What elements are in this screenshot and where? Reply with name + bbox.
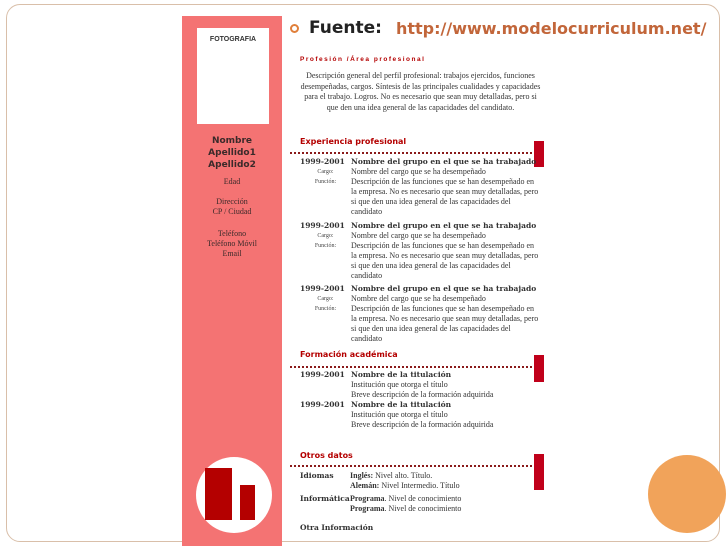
surname-2: Apellido2 <box>208 160 256 170</box>
program-label: Programa <box>350 504 385 513</box>
entry-date: 1999-2001 <box>300 284 345 293</box>
source-link[interactable]: http://www.modelocurriculum.net/ <box>395 18 707 38</box>
bullet-icon <box>290 24 299 33</box>
entry-cargo: Nombre del cargo que se ha desempeñado <box>351 231 486 240</box>
entry-cargo: Nombre del cargo que se ha desempeñado <box>351 167 486 176</box>
photo-label: FOTOGRAFIA <box>209 36 257 43</box>
cargo-label: Cargo: <box>317 296 334 302</box>
program-label: Programa <box>350 494 385 503</box>
entry-group: Nombre del grupo en el que se ha trabajado <box>351 221 537 230</box>
german-label: Alemán: <box>350 481 380 490</box>
divider <box>290 152 532 154</box>
divider <box>290 366 532 368</box>
experience-entry <box>300 221 540 281</box>
institution: Institución que otorga el título <box>351 380 448 389</box>
divider <box>290 465 532 467</box>
address-block <box>182 197 282 217</box>
entry-date: 1999-2001 <box>300 221 345 230</box>
computing-block <box>300 494 540 514</box>
source-line <box>290 18 706 38</box>
source-label: Fuente: <box>309 18 382 38</box>
surname-1: Apellido1 <box>208 148 256 158</box>
other-info-label: Otra Información <box>300 523 374 532</box>
experience-title: Experiencia profesional <box>300 137 407 146</box>
entry-funcion: Descripción de las funciones que se han desempeñado en la empresa. No es necesario que sean muy detalladas, pero si que den una idea general de las capacidades del candidato <box>351 304 539 343</box>
funcion-label: Función: <box>314 306 337 312</box>
profession-title: Profesión /Área profesional <box>300 56 426 63</box>
entry-date: 1999-2001 <box>300 400 345 409</box>
experience-entry <box>300 284 540 344</box>
entry-date: 1999-2001 <box>300 370 345 379</box>
decorative-circle <box>648 455 726 533</box>
degree-description: Breve descripción de la formación adquirida <box>351 390 494 399</box>
mobile-phone: Teléfono Móvil <box>207 239 257 248</box>
funcion-label: Función: <box>314 243 337 249</box>
program-level: . Nivel de conocimiento <box>384 504 462 513</box>
funcion-label: Función: <box>314 179 337 185</box>
phone: Teléfono <box>217 229 247 238</box>
contact-block <box>182 229 282 259</box>
education-title: Formación académica <box>300 350 398 359</box>
first-name: Nombre <box>211 136 253 146</box>
logo-bar-left <box>205 468 232 520</box>
entry-funcion: Descripción de las funciones que se han desempeñado en la empresa. No es necesario que sean muy detalladas, pero si que den una idea general de las capacidades del candidato <box>351 241 539 280</box>
photo-placeholder <box>197 28 269 124</box>
entry-group: Nombre del grupo en el que se ha trabajado <box>351 284 537 293</box>
english-level: Nivel alto. Título. <box>375 471 433 480</box>
address: Dirección <box>216 197 248 206</box>
german-level: Nivel Intermedio. Título <box>381 481 460 490</box>
experience-entry <box>300 157 540 217</box>
cargo-label: Cargo: <box>317 233 334 239</box>
name-block <box>182 135 282 171</box>
entry-cargo: Nombre del cargo que se ha desempeñado <box>351 294 486 303</box>
entry-group: Nombre del grupo en el que se ha trabajado <box>351 157 537 166</box>
degree-description: Breve descripción de la formación adquirida <box>351 420 494 429</box>
other-info <box>300 523 540 533</box>
cargo-label: Cargo: <box>317 169 334 175</box>
english-label: Inglés: <box>350 471 374 480</box>
entry-funcion: Descripción de las funciones que se han desempeñado en la empresa. No es necesario que sean muy detalladas, pero si que den una idea general de las capacidades del candidato <box>351 177 539 216</box>
computing-label: Informática <box>300 494 350 503</box>
entry-date: 1999-2001 <box>300 157 345 166</box>
email: Email <box>222 249 242 258</box>
education-entry <box>300 400 540 430</box>
program-level: . Nivel de conocimiento <box>384 494 462 503</box>
other-title: Otros datos <box>300 451 353 460</box>
degree-name: Nombre de la titulación <box>351 400 452 409</box>
degree-name: Nombre de la titulación <box>351 370 452 379</box>
logo-bar-right <box>240 485 255 520</box>
institution: Institución que otorga el título <box>351 410 448 419</box>
languages-label: Idiomas <box>300 471 334 480</box>
languages-block <box>300 471 540 491</box>
profile-description: Descripción general del perfil profesional: trabajos ejercidos, funciones desempeñadas, cargos. Síntesis de las principales cualidades y capacidades para el trabajo. Logros. No es necesario que sean muy detalladas, pero si que den una idea general de las capacidades del candidato. <box>300 71 541 112</box>
age: Edad <box>223 177 241 186</box>
education-entry <box>300 370 540 400</box>
postal-city: CP / Ciudad <box>212 207 252 216</box>
